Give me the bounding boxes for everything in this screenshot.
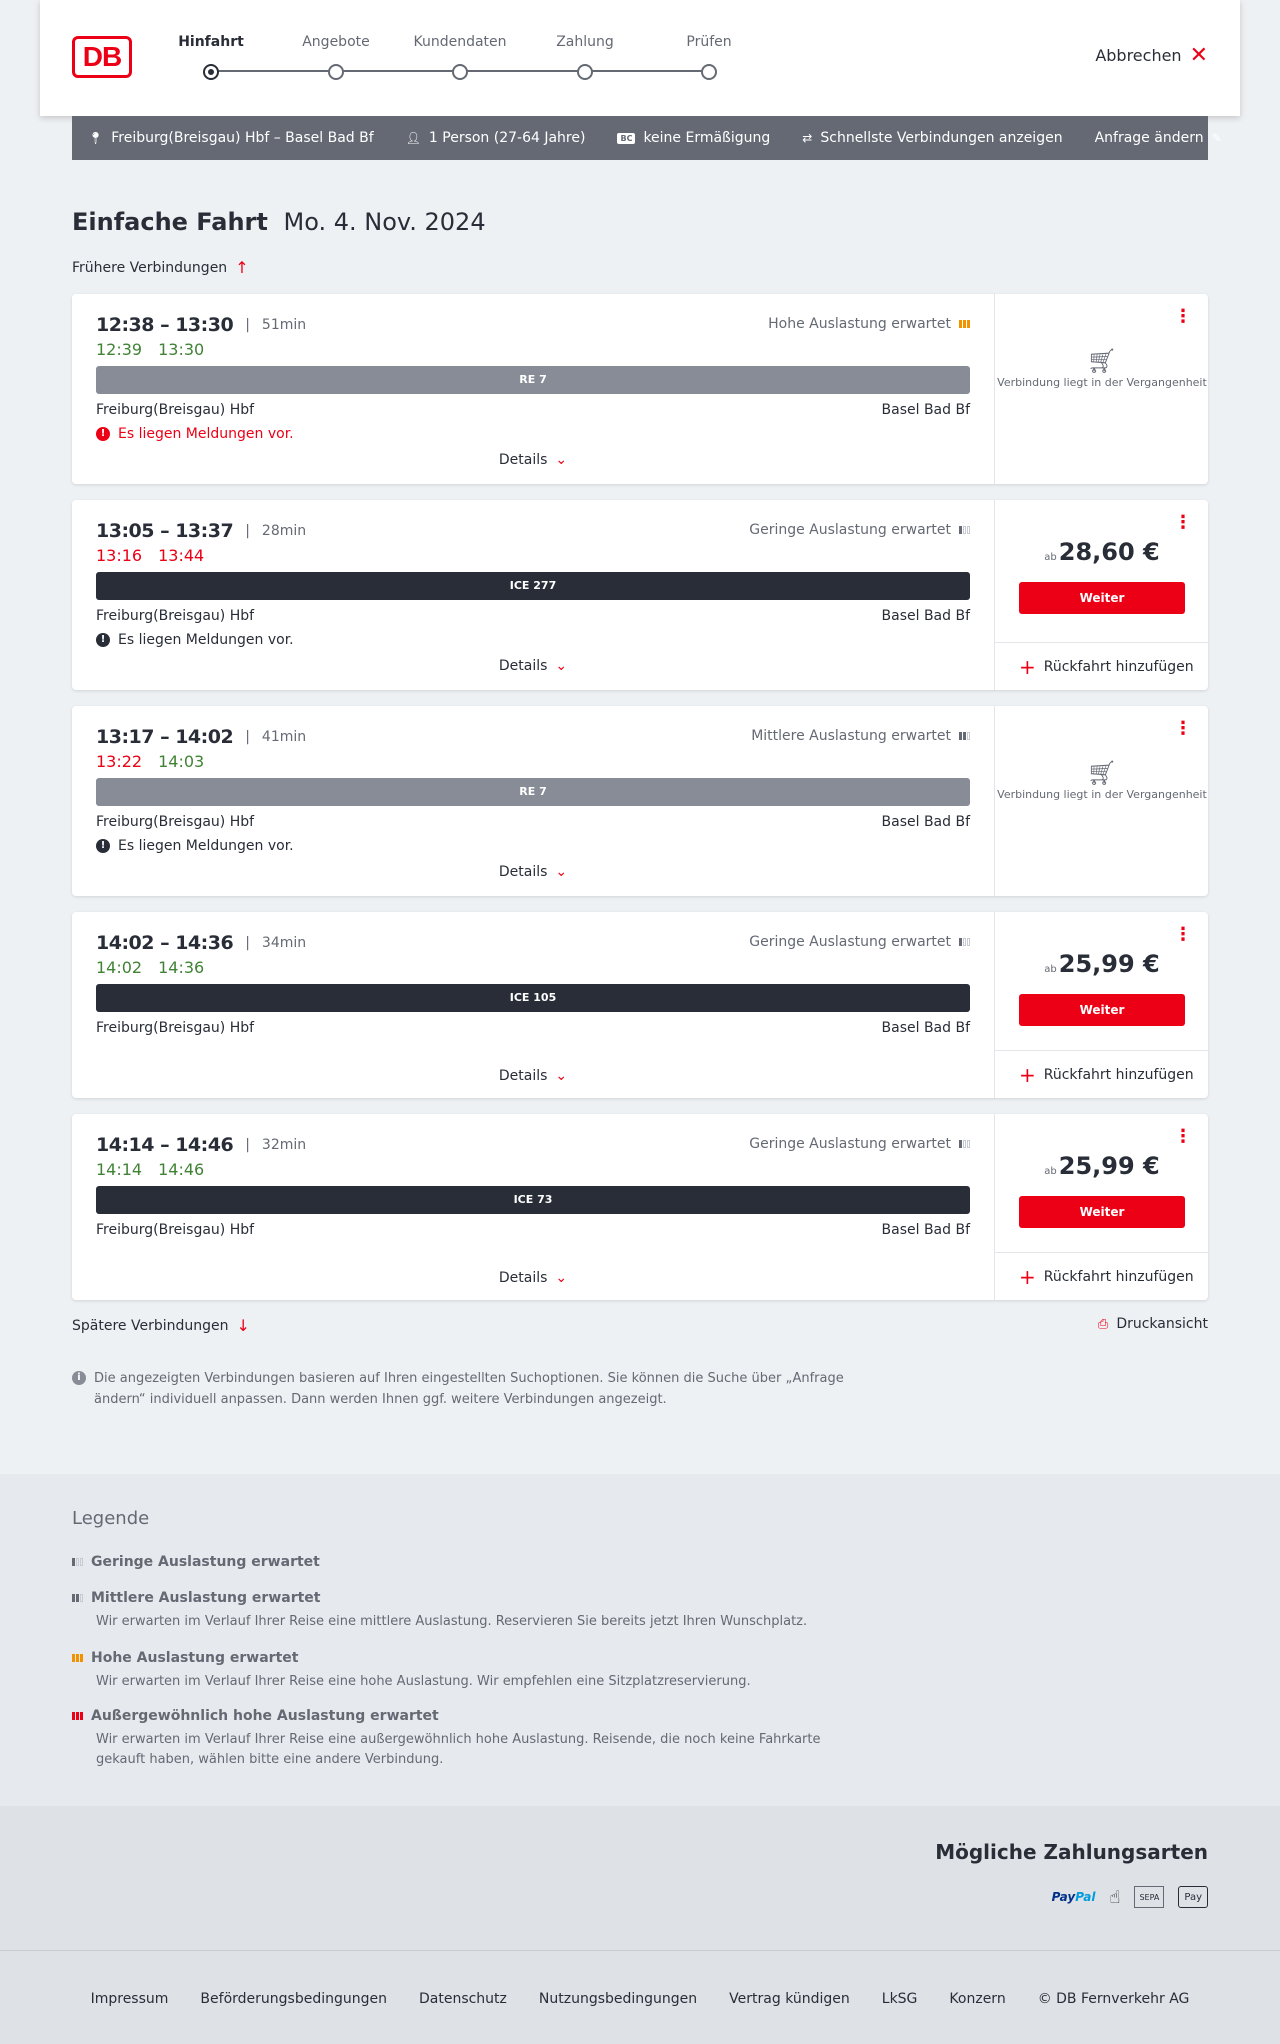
step-kundendaten bbox=[400, 34, 520, 80]
add-return-button[interactable] bbox=[995, 1050, 1209, 1098]
print-label: Druckansicht bbox=[1116, 1316, 1208, 1332]
continue-button[interactable]: Weiter bbox=[1019, 1196, 1185, 1228]
train-segment[interactable]: RE 7 bbox=[96, 778, 970, 806]
footer-link-befoerderungsbedingungen[interactable]: Beförderungsbedingungen bbox=[200, 1991, 387, 2007]
realtime-departure: 14:02 bbox=[96, 958, 143, 977]
arrival-station: Basel Bad Bf bbox=[881, 1222, 970, 1238]
realtime-row bbox=[96, 340, 204, 359]
legend-section bbox=[0, 1474, 1280, 1806]
search-fastest bbox=[802, 130, 1062, 146]
past-connection-info bbox=[995, 759, 1209, 802]
alert-icon: ! bbox=[96, 839, 110, 853]
chevron-down-icon: ⌄ bbox=[555, 1270, 568, 1286]
duration: 32min bbox=[261, 1137, 307, 1153]
step-hinfahrt bbox=[151, 34, 271, 80]
details-label: Details bbox=[498, 1270, 548, 1286]
legend-item-title: Geringe Auslastung erwartet bbox=[91, 1554, 320, 1570]
duration: 34min bbox=[261, 935, 307, 951]
info-icon: i bbox=[72, 1371, 86, 1385]
arrival-station: Basel Bad Bf bbox=[881, 814, 970, 830]
occupancy-indicator bbox=[749, 522, 970, 538]
continue-button[interactable]: Weiter bbox=[1019, 582, 1185, 614]
legend-item-desc: Wir erwarten im Verlauf Ihrer Reise eine mittlere Auslastung. Reservieren Sie bereits jetzt Ihren Wunschplatz. bbox=[96, 1614, 808, 1629]
plus-icon: + bbox=[1019, 1062, 1036, 1087]
time-row bbox=[96, 932, 306, 954]
later-connections-link[interactable] bbox=[72, 1316, 250, 1335]
footer-link-vertrag-kuendigen[interactable]: Vertrag kündigen bbox=[729, 1991, 850, 2007]
occupancy-indicator bbox=[768, 316, 970, 332]
train-segment[interactable]: ICE 277 bbox=[96, 572, 970, 600]
footer-link-datenschutz[interactable]: Datenschutz bbox=[418, 1991, 507, 2007]
occupancy-low-icon bbox=[72, 1558, 83, 1566]
alert-icon: ! bbox=[96, 427, 110, 441]
realtime-arrival: 13:44 bbox=[158, 546, 205, 565]
route-label: Freiburg(Breisgau) Hbf – Basel Bad Bf bbox=[111, 130, 374, 146]
legend-item-desc: Wir erwarten im Verlauf Ihrer Reise eine hohe Auslastung. Wir empfehlen eine Sitzplatzreservierung. bbox=[96, 1674, 751, 1689]
price-value: 25,99 € bbox=[1058, 1152, 1160, 1180]
details-label: Details bbox=[498, 452, 548, 468]
departure-station: Freiburg(Breisgau) Hbf bbox=[96, 1222, 255, 1238]
edit-request-button[interactable] bbox=[1095, 130, 1222, 146]
legend-title: Legende bbox=[72, 1508, 150, 1529]
persons-label: 1 Person (27-64 Jahre) bbox=[428, 130, 586, 146]
earlier-label: Frühere Verbindungen bbox=[72, 259, 228, 276]
occupancy-medium-icon bbox=[72, 1594, 83, 1602]
cart-disabled-icon: 🛒︎ bbox=[1086, 347, 1118, 375]
price-value: 25,99 € bbox=[1058, 950, 1160, 978]
arrival-station: Basel Bad Bf bbox=[881, 608, 970, 624]
cancel-button[interactable] bbox=[1095, 42, 1208, 68]
later-label: Spätere Verbindungen bbox=[72, 1317, 229, 1334]
footer-link-impressum[interactable]: Impressum bbox=[90, 1991, 169, 2007]
occupancy-low-icon bbox=[959, 1140, 970, 1148]
db-logo[interactable]: DB bbox=[72, 36, 132, 78]
step-zahlung bbox=[525, 34, 645, 80]
train-segment[interactable]: RE 7 bbox=[96, 366, 970, 394]
connection-info bbox=[96, 1114, 970, 1300]
planned-times: 13:17 – 14:02 bbox=[96, 726, 234, 748]
step-dot bbox=[577, 64, 593, 80]
occupancy-indicator bbox=[751, 728, 970, 744]
edit-request-label: Anfrage ändern bbox=[1094, 130, 1204, 146]
chevron-down-icon: ⌄ bbox=[555, 1068, 568, 1084]
notice-text: Es liegen Meldungen vor. bbox=[118, 426, 294, 442]
separator: | bbox=[245, 523, 250, 539]
occupancy-medium-icon bbox=[959, 732, 970, 740]
price bbox=[995, 538, 1209, 566]
occupancy-label: Mittlere Auslastung erwartet bbox=[751, 728, 951, 744]
departure-station: Freiburg(Breisgau) Hbf bbox=[96, 814, 255, 830]
printer-icon: ⎙ bbox=[1097, 1316, 1109, 1332]
offer-panel bbox=[994, 912, 1208, 1098]
time-row bbox=[96, 1134, 306, 1156]
connection-card bbox=[72, 706, 1208, 896]
legend-heading bbox=[72, 1708, 872, 1724]
step-label: Kundendaten bbox=[413, 34, 507, 50]
planned-times: 14:02 – 14:36 bbox=[96, 932, 234, 954]
legend-item-title: Hohe Auslastung erwartet bbox=[91, 1650, 299, 1666]
chevron-down-icon: ⌄ bbox=[555, 864, 568, 880]
notice-text: Es liegen Meldungen vor. bbox=[118, 632, 294, 648]
search-route bbox=[88, 130, 374, 146]
search-summary-bar bbox=[72, 116, 1222, 160]
search-persons bbox=[406, 130, 586, 146]
departure-station: Freiburg(Breisgau) Hbf bbox=[96, 608, 255, 624]
bahncard-icon: BC bbox=[617, 133, 635, 144]
connection-card bbox=[72, 1114, 1208, 1300]
stations bbox=[96, 1222, 970, 1238]
planned-times: 13:05 – 13:37 bbox=[96, 520, 234, 542]
plus-icon: + bbox=[1019, 654, 1036, 679]
swap-arrows-icon: ⇄ bbox=[802, 131, 813, 145]
realtime-arrival: 14:03 bbox=[158, 752, 205, 771]
details-toggle[interactable] bbox=[96, 1068, 970, 1084]
offer-panel bbox=[994, 1114, 1208, 1300]
occupancy-high-icon bbox=[72, 1654, 83, 1662]
details-toggle[interactable] bbox=[96, 658, 970, 674]
discount-label: keine Ermäßigung bbox=[643, 130, 771, 146]
occupancy-label: Geringe Auslastung erwartet bbox=[749, 1136, 951, 1152]
step-dot bbox=[452, 64, 468, 80]
details-label: Details bbox=[498, 1068, 548, 1084]
paypal-icon bbox=[1052, 1886, 1096, 1908]
realtime-row bbox=[96, 1160, 204, 1179]
step-dot bbox=[701, 64, 717, 80]
separator: | bbox=[245, 1137, 250, 1153]
footer-link-konzern[interactable]: Konzern bbox=[949, 1991, 1006, 2007]
footer-copyright: © DB Fernverkehr AG bbox=[1037, 1991, 1190, 2007]
details-toggle[interactable] bbox=[96, 452, 970, 468]
more-options-icon[interactable]: ⋮ bbox=[1174, 718, 1192, 739]
trip-date: Mo. 4. Nov. 2024 bbox=[283, 208, 486, 236]
arrival-station: Basel Bad Bf bbox=[881, 402, 970, 418]
notice bbox=[96, 838, 294, 854]
realtime-arrival: 14:46 bbox=[158, 1160, 205, 1179]
location-pin-icon: 📍︎ bbox=[88, 131, 104, 145]
separator: | bbox=[245, 935, 250, 951]
stations bbox=[96, 402, 970, 418]
duration: 28min bbox=[261, 523, 307, 539]
departure-station: Freiburg(Breisgau) Hbf bbox=[96, 402, 255, 418]
realtime-arrival: 13:30 bbox=[158, 340, 205, 359]
past-connection-info bbox=[995, 347, 1209, 390]
departure-station: Freiburg(Breisgau) Hbf bbox=[96, 1020, 255, 1036]
header bbox=[40, 0, 1240, 116]
legend-item-medium bbox=[72, 1590, 872, 1632]
footer-links bbox=[0, 1991, 1280, 2007]
connection-card bbox=[72, 294, 1208, 484]
duration: 41min bbox=[261, 729, 307, 745]
trip-type: Einfache Fahrt bbox=[72, 208, 268, 236]
occupancy-high-icon bbox=[959, 320, 970, 328]
step-dot bbox=[328, 64, 344, 80]
progress-steps bbox=[180, 34, 740, 84]
offer-panel bbox=[994, 706, 1208, 896]
offer-panel bbox=[994, 294, 1208, 484]
realtime-departure: 14:14 bbox=[96, 1160, 143, 1179]
apple-pay-icon bbox=[1178, 1886, 1208, 1908]
offer-panel bbox=[994, 500, 1208, 690]
arrow-up-icon: ↑ bbox=[235, 258, 249, 277]
connection-info bbox=[96, 706, 970, 896]
details-toggle[interactable] bbox=[96, 864, 970, 880]
search-info-note bbox=[72, 1368, 852, 1410]
footer bbox=[0, 1950, 1280, 2044]
pencil-icon: ✎ bbox=[1211, 131, 1222, 145]
realtime-departure: 13:16 bbox=[96, 546, 143, 565]
notice bbox=[96, 426, 294, 442]
realtime-row bbox=[96, 752, 204, 771]
credit-card-icon: ☝︎ bbox=[1109, 1886, 1121, 1908]
realtime-arrival: 14:36 bbox=[158, 958, 205, 977]
details-toggle[interactable] bbox=[96, 1270, 970, 1286]
duration: 51min bbox=[261, 317, 307, 333]
occupancy-low-icon bbox=[959, 938, 970, 946]
more-options-icon[interactable]: ⋮ bbox=[1174, 924, 1192, 945]
plus-icon: + bbox=[1019, 1264, 1036, 1289]
alert-icon: ! bbox=[96, 633, 110, 647]
occupancy-label: Geringe Auslastung erwartet bbox=[749, 934, 951, 950]
occupancy-indicator bbox=[749, 934, 970, 950]
train-segment[interactable]: ICE 73 bbox=[96, 1186, 970, 1214]
legend-item-low bbox=[72, 1554, 872, 1570]
arrival-station: Basel Bad Bf bbox=[881, 1020, 970, 1036]
stations bbox=[96, 814, 970, 830]
step-dot bbox=[203, 64, 219, 80]
stations bbox=[96, 608, 970, 624]
occupancy-label: Hohe Auslastung erwartet bbox=[768, 316, 951, 332]
cart-disabled-icon: 🛒︎ bbox=[1086, 759, 1118, 787]
payment-icons bbox=[1052, 1886, 1208, 1908]
paypal-a: Pay bbox=[1051, 1890, 1076, 1904]
continue-button[interactable]: Weiter bbox=[1019, 994, 1185, 1026]
train-segment[interactable]: ICE 105 bbox=[96, 984, 970, 1012]
realtime-row bbox=[96, 546, 204, 565]
notice-text: Es liegen Meldungen vor. bbox=[118, 838, 294, 854]
arrow-down-icon: ↓ bbox=[236, 1316, 250, 1335]
legend-item-desc: Wir erwarten im Verlauf Ihrer Reise eine außergewöhnlich hohe Auslastung. Reisende, die noch keine Fahrkarte gekauft haben, wählen bitte eine andere Verbindung. bbox=[96, 1732, 821, 1767]
payment-methods-section bbox=[0, 1806, 1280, 1950]
legend-item-title: Außergewöhnlich hohe Auslastung erwartet bbox=[91, 1708, 439, 1724]
price-value: 28,60 € bbox=[1058, 538, 1160, 566]
past-text: Verbindung liegt in der Vergangenheit bbox=[997, 376, 1207, 389]
notice bbox=[96, 632, 294, 648]
step-label: Hinfahrt bbox=[178, 34, 244, 50]
step-label: Zahlung bbox=[556, 34, 614, 50]
price bbox=[995, 950, 1209, 978]
applepay-label: Pay bbox=[1184, 1891, 1202, 1903]
footer-link-nutzungsbedingungen[interactable]: Nutzungsbedingungen bbox=[538, 1991, 698, 2007]
realtime-departure: 12:39 bbox=[96, 340, 143, 359]
details-label: Details bbox=[498, 658, 548, 674]
add-return-button[interactable] bbox=[995, 642, 1209, 690]
planned-times: 12:38 – 13:30 bbox=[96, 314, 234, 336]
sepa-icon: SEPA bbox=[1134, 1886, 1164, 1908]
legend-item-very-high bbox=[72, 1708, 872, 1770]
paypal-b: Pal bbox=[1075, 1890, 1096, 1904]
planned-times: 14:14 – 14:46 bbox=[96, 1134, 234, 1156]
person-icon: 👤︎ bbox=[405, 131, 421, 145]
price bbox=[995, 1152, 1209, 1180]
realtime-departure: 13:22 bbox=[96, 752, 143, 771]
step-angebote bbox=[276, 34, 396, 80]
print-view-link[interactable] bbox=[1098, 1316, 1208, 1332]
details-label: Details bbox=[498, 864, 548, 880]
connection-info bbox=[96, 500, 970, 690]
realtime-row bbox=[96, 958, 204, 977]
price-prefix: ab bbox=[1044, 552, 1057, 563]
price-prefix: ab bbox=[1044, 964, 1057, 975]
close-icon: ✕ bbox=[1189, 42, 1208, 68]
add-return-label: Rückfahrt hinzufügen bbox=[1043, 1066, 1194, 1083]
more-options-icon[interactable]: ⋮ bbox=[1174, 1126, 1192, 1147]
legend-heading bbox=[72, 1650, 872, 1666]
occupancy-low-icon bbox=[959, 526, 970, 534]
chevron-down-icon: ⌄ bbox=[555, 452, 568, 468]
past-text: Verbindung liegt in der Vergangenheit bbox=[997, 788, 1207, 801]
connection-info bbox=[96, 912, 970, 1098]
legend-heading bbox=[72, 1554, 872, 1570]
more-options-icon[interactable]: ⋮ bbox=[1174, 306, 1192, 327]
connection-card bbox=[72, 912, 1208, 1098]
legend-item-high bbox=[72, 1650, 872, 1692]
add-return-label: Rückfahrt hinzufügen bbox=[1043, 1268, 1194, 1285]
page-title bbox=[72, 208, 486, 236]
cancel-label: Abbrechen bbox=[1095, 46, 1182, 65]
separator: | bbox=[245, 317, 250, 333]
time-row bbox=[96, 726, 306, 748]
fastest-label: Schnellste Verbindungen anzeigen bbox=[820, 130, 1063, 146]
payment-title: Mögliche Zahlungsarten bbox=[935, 1840, 1208, 1864]
occupancy-very-high-icon bbox=[72, 1712, 83, 1720]
separator: | bbox=[245, 729, 250, 745]
add-return-button[interactable] bbox=[995, 1252, 1209, 1300]
add-return-label: Rückfahrt hinzufügen bbox=[1043, 658, 1194, 675]
step-label: Angebote bbox=[302, 34, 370, 50]
info-text: Die angezeigten Verbindungen basieren auf Ihren eingestellten Suchoptionen. Sie können die Suche über „Anfrage ändern“ individuell anpassen. Dann werden Ihnen ggf. weitere Verbindungen angezeigt. bbox=[94, 1371, 844, 1407]
more-options-icon[interactable]: ⋮ bbox=[1174, 512, 1192, 533]
earlier-connections-link[interactable] bbox=[72, 258, 249, 277]
footer-link-lksg[interactable]: LkSG bbox=[881, 1991, 918, 2007]
connection-card bbox=[72, 500, 1208, 690]
chevron-down-icon: ⌄ bbox=[555, 658, 568, 674]
time-row bbox=[96, 314, 306, 336]
search-discount bbox=[617, 130, 770, 146]
connection-info bbox=[96, 294, 970, 484]
step-label: Prüfen bbox=[686, 34, 732, 50]
legend-item-title: Mittlere Auslastung erwartet bbox=[91, 1590, 321, 1606]
price-prefix: ab bbox=[1044, 1166, 1057, 1177]
stations bbox=[96, 1020, 970, 1036]
occupancy-label: Geringe Auslastung erwartet bbox=[749, 522, 951, 538]
legend-heading bbox=[72, 1590, 872, 1606]
time-row bbox=[96, 520, 306, 542]
occupancy-indicator bbox=[749, 1136, 970, 1152]
step-pruefen bbox=[649, 34, 769, 80]
